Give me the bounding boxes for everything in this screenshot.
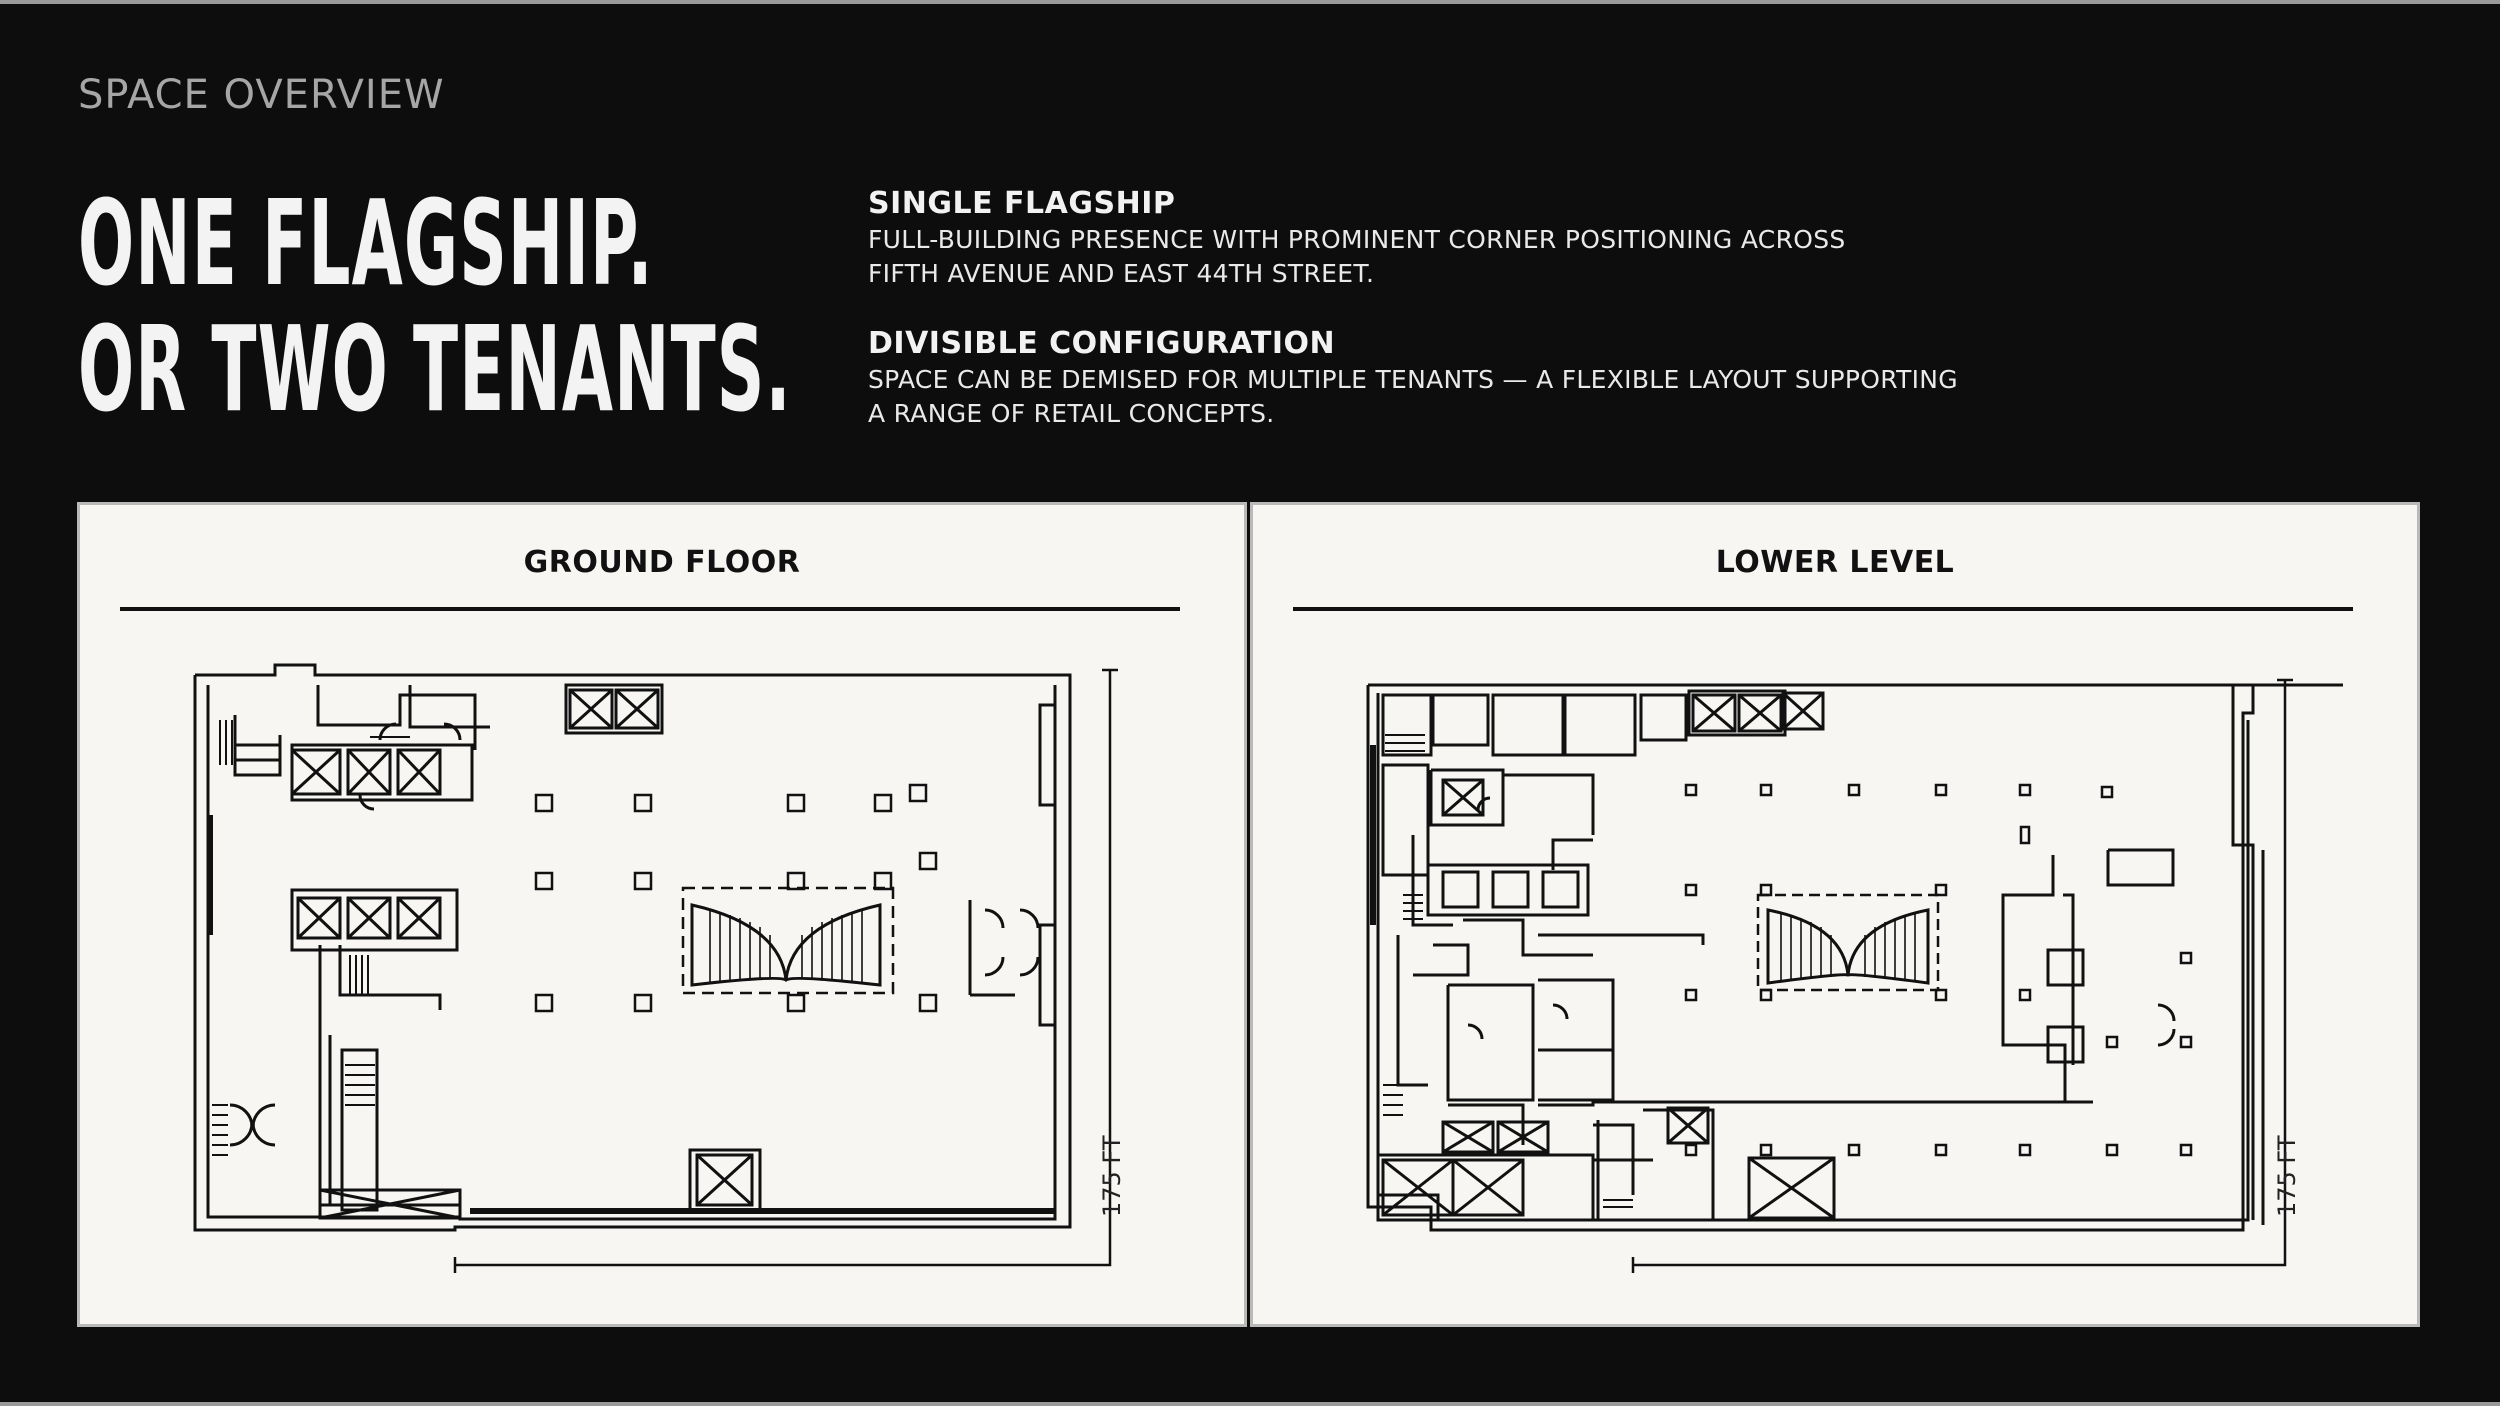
ground-floor-plan: [80, 505, 1244, 1324]
ground-dimension-label: 175 FT: [1098, 1135, 1126, 1217]
headline-line-2: OR TWO TENANTS.: [78, 300, 792, 438]
section-kicker: SPACE OVERVIEW: [78, 72, 445, 118]
top-border: [0, 0, 2500, 4]
option-description: [868, 363, 1958, 431]
lower-level-plan: [1253, 505, 2417, 1324]
ground-floor-panel: [77, 502, 1247, 1327]
option-title: DIVISIBLE CONFIGURATION: [868, 326, 1336, 361]
option-description-line-1: SPACE CAN BE DEMISED FOR MULTIPLE TENANTS — A FLEXIBLE LAYOUT SUPPORTING: [868, 365, 1958, 394]
ground-floor-title: GROUND FLOOR: [523, 545, 801, 580]
option-single-flagship: [868, 186, 1846, 291]
option-title: SINGLE FLAGSHIP: [868, 186, 1176, 221]
option-description-line-2: A RANGE OF RETAIL CONCEPTS.: [868, 399, 1275, 428]
option-description-line-2: FIFTH AVENUE AND EAST 44TH STREET.: [868, 259, 1375, 288]
lower-level-panel: [1250, 502, 2420, 1327]
bottom-border: [0, 1402, 2500, 1406]
option-description: [868, 223, 1846, 291]
headline-line-1: ONE FLAGSHIP.: [78, 174, 654, 312]
option-description-line-1: FULL-BUILDING PRESENCE WITH PROMINENT CORNER POSITIONING ACROSS: [868, 225, 1846, 254]
headline: [78, 174, 792, 438]
lower-dimension-label: 175 FT: [2273, 1135, 2301, 1217]
option-divisible-configuration: [868, 326, 1958, 431]
lower-level-title: LOWER LEVEL: [1715, 545, 1955, 580]
